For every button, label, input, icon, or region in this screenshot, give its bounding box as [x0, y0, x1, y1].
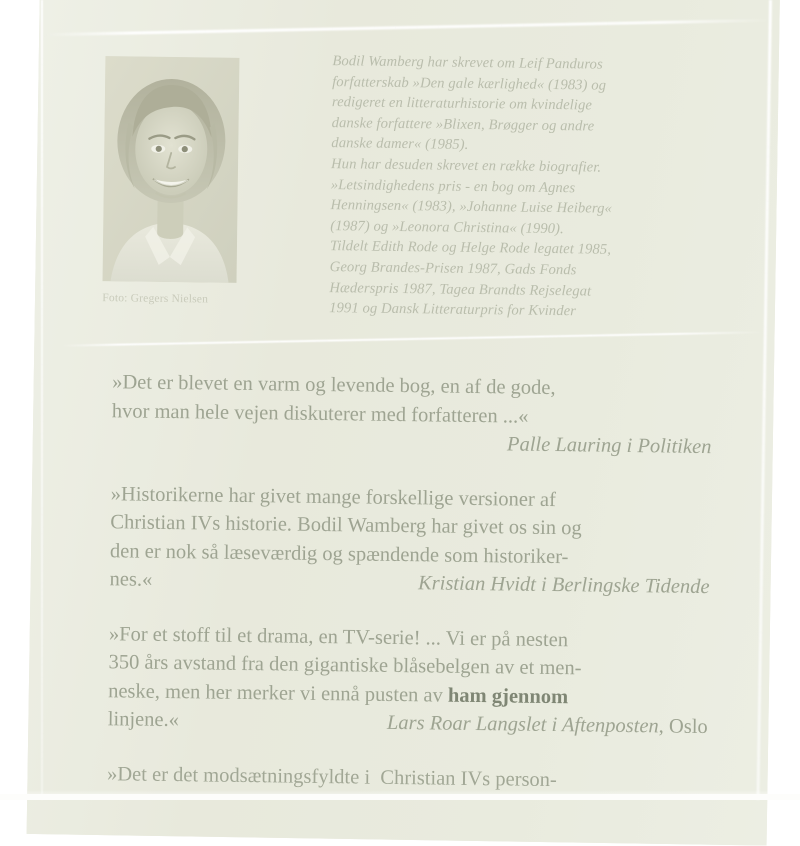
press-quote: [108, 620, 709, 742]
bio-line: Henningsen« (1983), »Johanne Luise Heiberg«: [330, 195, 692, 220]
bio-line: danske damer« (1985).: [331, 133, 693, 158]
bio-line: Hun har desuden skrevet en række biografier.: [331, 154, 693, 179]
bio-line: 1991 og Dansk Litteraturpris for Kvinder: [329, 298, 691, 323]
bio-line: »Letsindighedens pris - en bog om Agnes: [331, 175, 693, 200]
press-quote: [109, 480, 710, 602]
quote-line: »Det er blevet en varm og levende bog, en af de gode,: [112, 368, 712, 404]
bio-line: Bodil Wamberg har skrevet om Leif Panduros: [332, 51, 694, 76]
press-quote: [111, 368, 712, 461]
quote-line: »Historikerne har givet mange forskellige versioner af: [111, 480, 711, 516]
author-biography: [329, 51, 694, 323]
bio-line: Hæderspris 1987, Tagea Brandts Rejselegat: [329, 278, 691, 303]
quote-attribution-source: Lars Roar Langslet i Aftenposten: [387, 712, 659, 738]
author-portrait: [103, 56, 240, 283]
portrait-illustration: [103, 56, 240, 283]
quote-line: »Det er det modsætningsfyldte i Christian IVs person-: [107, 760, 707, 796]
author-portrait-image: [103, 56, 240, 283]
quote-line: linjene.«: [108, 705, 180, 734]
quote-line: 350 års avstand fra den gigantiske blåsebelgen av et men-: [108, 648, 708, 684]
quote-line: »For et stoff til et drama, en TV-serie! ... Vi er på nesten: [109, 620, 709, 656]
bio-line: (1987) og »Leonora Christina« (1990).: [330, 216, 692, 241]
bio-line: Georg Brandes-Prisen 1987, Gads Fonds: [330, 257, 692, 282]
quote-attribution: Palle Lauring i Politiken: [111, 425, 711, 461]
press-quotes: [107, 368, 713, 820]
quote-line: nes.«: [109, 565, 152, 594]
bio-line: Tildelt Edith Rode og Helge Rode legatet 1985,: [330, 236, 692, 261]
quote-line: Christian IVs historie. Bodil Wamberg har givet os sin og: [110, 508, 710, 544]
quote-attribution-city: , Oslo: [659, 715, 708, 738]
bottom-white-strip: [0, 794, 800, 800]
quote-line-plain: neske, men her merker vi ennå pusten av: [108, 677, 448, 710]
photo-credit: Foto: Gregers Nielsen: [102, 292, 208, 305]
bio-line: redigeret en litteraturhistorie om kvindelige: [332, 92, 694, 117]
quote-line-emphasis: ham gjennom: [448, 681, 569, 711]
bio-line: forfatterskab »Den gale kærlighed« (1983) og: [332, 72, 694, 97]
quote-attribution: Kristian Hvidt i Berlingske Tidende: [418, 569, 710, 601]
quote-line: hvor man hele vejen diskuterer med forfatteren ...«: [112, 397, 712, 433]
bio-line: danske forfattere »Blixen, Brøgger og andre: [331, 113, 693, 138]
quote-line: den er nok så læseværdig og spændende som historiker-: [110, 537, 710, 573]
quote-attribution: [387, 709, 708, 742]
